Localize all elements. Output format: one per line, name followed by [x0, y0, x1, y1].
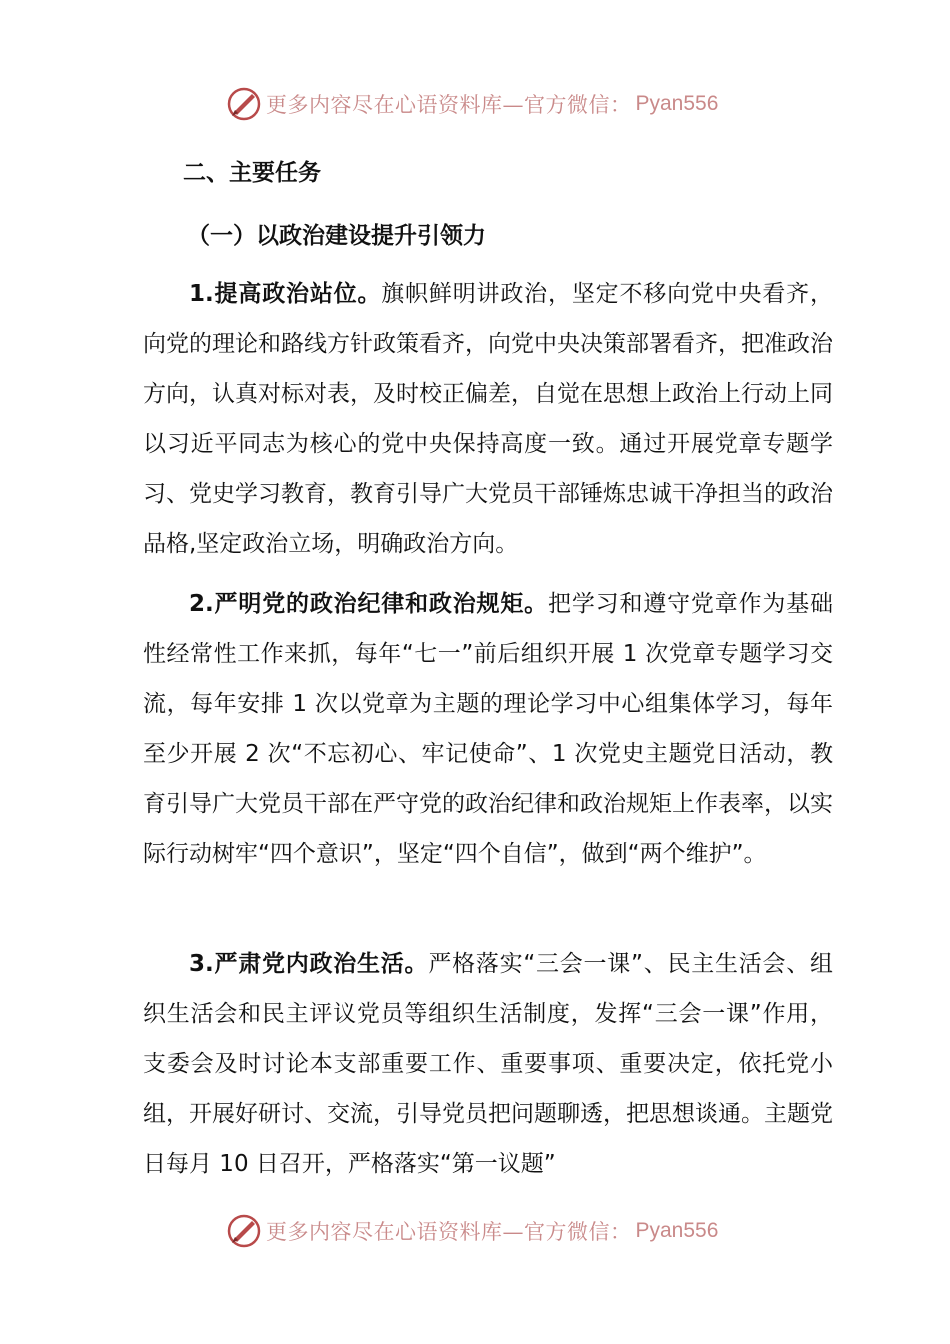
subsection-title: （一）以政治建设提升引领力 — [187, 223, 486, 249]
pen-logo-icon — [226, 1213, 262, 1249]
section-title: 二、主要任务 — [183, 160, 321, 186]
watermark-banner-bottom — [226, 1211, 718, 1251]
paragraph-3-body: 严格落实“三会一课”、民主生活会、组织生活会和民主评议党员等组织生活制度，发挥“三会一课”作用，支委会及时讨论本支部重要工作、重要事项、重要决定，依托党小组，开展好研讨、交流，引导党员把问题聊透，把思想谈通。主题党日每月 10 日召开，严格落实“第一议题” — [143, 951, 833, 1177]
paragraph-3 — [143, 939, 833, 1189]
pen-logo-icon — [226, 86, 262, 122]
paragraph-1 — [143, 269, 833, 569]
paragraph-2 — [143, 579, 833, 879]
paragraph-3-lead: 3.严肃党内政治生活。 — [189, 951, 429, 977]
watermark-text: 更多内容尽在心语资料库—官方微信： — [266, 93, 632, 117]
paragraph-1-lead: 1.提高政治站位。 — [189, 281, 382, 307]
paragraph-1-body: 旗帜鲜明讲政治，坚定不移向党中央看齐，向党的理论和路线方针政策看齐，向党中央决策部署看齐，把准政治方向，认真对标对表，及时校正偏差，自觉在思想上政治上行动上同以习近平同志为核心的党中央保持高度一致。通过开展党章专题学习、党史学习教育，教育引导广大党员干部锤炼忠诚干净担当的政治品格,坚定政治立场，明确政治方向。 — [143, 281, 833, 557]
watermark-text: 更多内容尽在心语资料库—官方微信： — [266, 1220, 632, 1244]
watermark-id: Pyan556 — [635, 1219, 719, 1242]
paragraph-2-lead: 2.严明党的政治纪律和政治规矩。 — [189, 591, 549, 617]
watermark-id: Pyan556 — [635, 92, 719, 115]
paragraph-2-body: 把学习和遵守党章作为基础性经常性工作来抓，每年“七一”前后组织开展 1 次党章专题学习交流，每年安排 1 次以党章为主题的理论学习中心组集体学习，每年至少开展 2 次“不忘初心、牢记使命”、1 次党史主题党日活动，教育引导广大党员干部在严守党的政治纪律和政治规矩上作表率，以实际行动树牢“四个意识”，坚定“四个自信”，做到“两个维护”。 — [143, 591, 834, 867]
watermark-banner-top — [226, 84, 718, 124]
